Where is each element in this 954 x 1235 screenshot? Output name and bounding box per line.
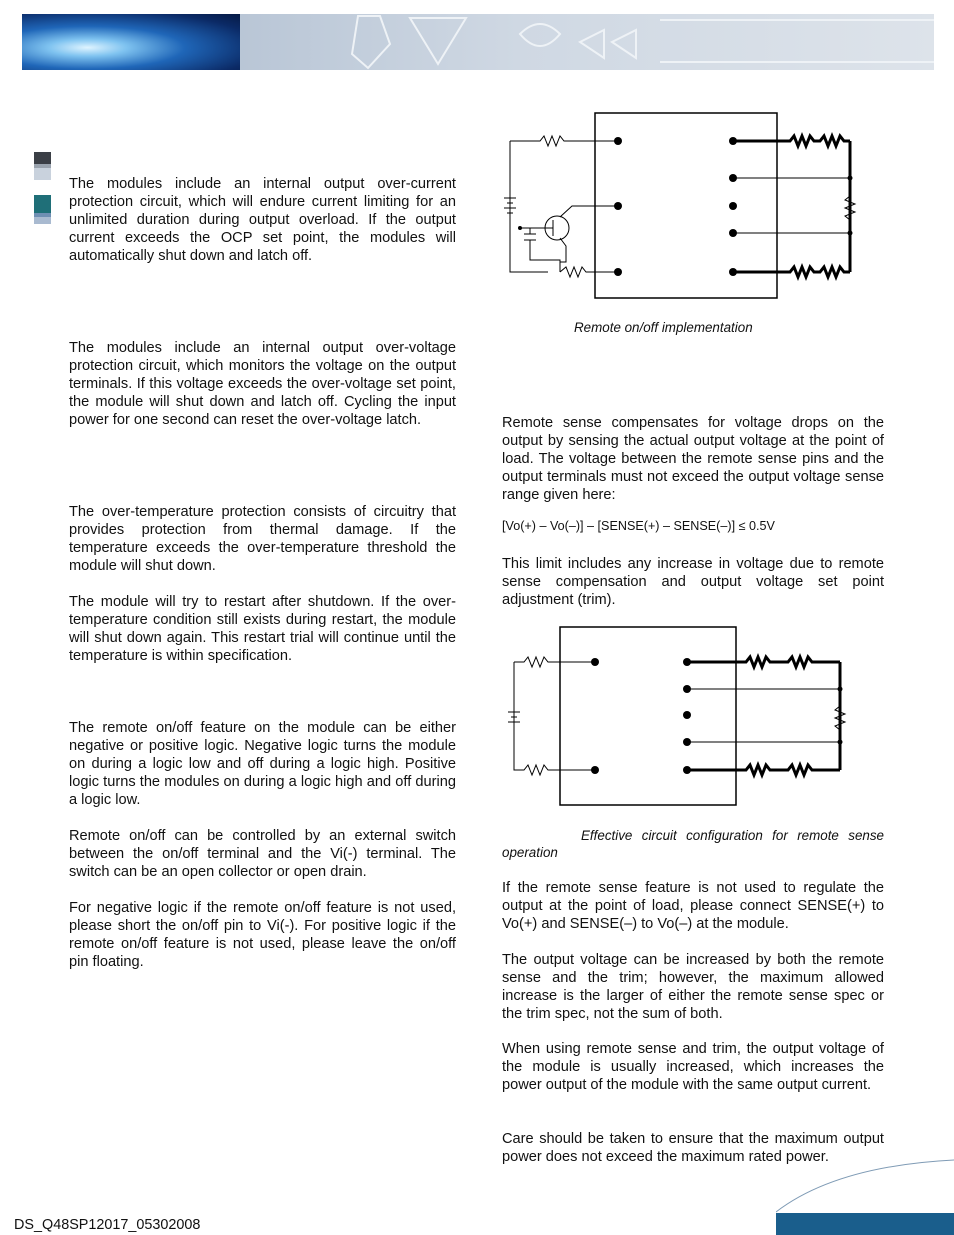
banner-logo-shapes xyxy=(240,14,934,70)
ocp-paragraph: The modules include an internal output over-current protection circuit, which will endure current limiting for an unlimited duration during output overload. If the output current exceeds the OCP set point, the modules will automatically shut down and latch off. xyxy=(69,176,456,264)
caption-remote-onoff: Remote on/off implementation xyxy=(574,320,753,335)
onoff-paragraph-2: Remote on/off can be controlled by an external switch between the on/off terminal and the Vi(-) terminal. The switch can be an open collector or open drain. xyxy=(69,828,456,880)
otp-paragraph-2: The module will try to restart after shutdown. If the over-temperature condition still exists during restart, the module will shut down again. This restart trial will continue until the temperature is within specification. xyxy=(69,594,456,664)
banner-photo xyxy=(22,14,240,70)
onoff-paragraph-1: The remote on/off feature on the module can be either negative or positive logic. Negative logic turns the module on during a logic low and off during a logic high. Positive logic turns the modules on during a logic high and off during a logic low. xyxy=(69,720,456,808)
footer-curve-decoration xyxy=(776,1158,954,1214)
sense-formula: [Vo(+) – Vo(–)] – [SENSE(+) – SENSE(–)] ≤ 0.5V xyxy=(502,519,775,533)
footer-bar xyxy=(776,1213,954,1235)
sense-paragraph-3: If the remote sense feature is not used to regulate the output at the point of load, please connect SENSE(+) to Vo(+) and SENSE(–) to Vo(–) at the module. xyxy=(502,880,884,932)
sense-paragraph-5: When using remote sense and trim, the output voltage of the module is usually increased, which increases the power output of the module with the same output current. xyxy=(502,1041,884,1093)
sense-paragraph-6: Care should be taken to ensure that the maximum output power does not exceed the maximum rated power. xyxy=(502,1131,884,1165)
ovp-paragraph: The modules include an internal output over-voltage protection circuit, which monitors the voltage on the output terminals. If this voltage exceeds the over-voltage set point, the module will shut down and latch off. Cycling the input power for one second can reset the over-voltage latch. xyxy=(69,340,456,428)
sense-paragraph-4: The output voltage can be increased by both the remote sense and the trim; however, the maximum allowed increase is the larger of either the remote sense spec or the trim spec, not the sum of both. xyxy=(502,952,884,1022)
header-banner xyxy=(22,14,934,70)
section-marker-teal xyxy=(34,195,51,224)
sense-paragraph-1: Remote sense compensates for voltage drops on the output by sensing the actual output voltage at the point of load. The voltage between the remote sense pins and the output terminals must not exceed the output voltage sense range given here: xyxy=(502,415,884,503)
otp-paragraph-1: The over-temperature protection consists of circuitry that provides protection from thermal damage. If the temperature exceeds the over-temperature threshold the module will shut down. xyxy=(69,504,456,574)
remote-sense-circuit-diagram xyxy=(506,624,852,808)
footer-document-id: DS_Q48SP12017_05302008 xyxy=(14,1217,201,1233)
banner-decoration xyxy=(240,14,934,70)
onoff-paragraph-3: For negative logic if the remote on/off feature is not used, please short the on/off pin to Vi(-). For positive logic if the remote on/off feature is not used, please leave the on/off pin floating. xyxy=(69,900,456,970)
section-marker-gray xyxy=(34,152,51,180)
sense-paragraph-2: This limit includes any increase in voltage due to remote sense compensation and output voltage set point adjustment (trim). xyxy=(502,556,884,608)
caption-remote-sense: Effective circuit configuration for remote sense operation xyxy=(502,828,884,860)
remote-onoff-circuit-diagram xyxy=(500,110,860,302)
